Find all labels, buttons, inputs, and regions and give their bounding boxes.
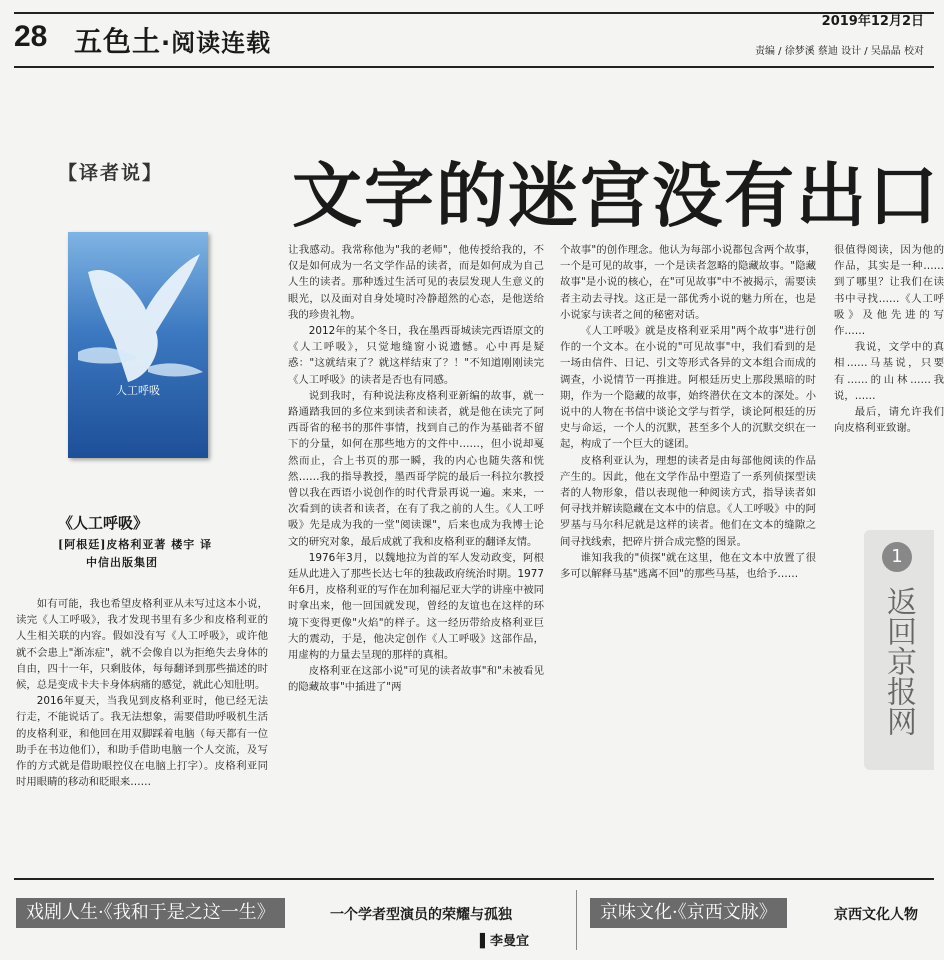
editor-credits: 责编 / 徐梦溪 蔡迪 设计 / 吴晶晶 校对 — [755, 46, 924, 57]
article-headline: 文字的迷宫没有出口 — [292, 155, 940, 237]
teaser-author: ▌李曼宜 — [480, 934, 529, 949]
paragraph: 让我感动。我常称他为"我的老师"，他传授给我的，不仅是如何成为一名文学作品的读者，而是如何成为自己人生的读者。那种透过生活可见的表层发现人生意义的眼光，以及面对自身处境时冷静超然的心态，是他送给我的珍贵礼物。 — [288, 244, 544, 321]
paragraph: 皮格利亚认为，理想的读者是由每部他阅读的作品产生的。因此，他在文学作品中塑造了一系列侦探型读者的人物形象，借以表现他一种阅读方式，指导读者如何寻找并解读隐藏在文本中的信息。《人工呼吸》中的阿罗基与马尔科尼就是这样的读者。他们在文本的缝隙之间寻找线索，把碎片拼合成完整的图景。 — [560, 454, 816, 548]
teaser-divider — [576, 890, 577, 950]
section-brand — [74, 20, 271, 60]
paragraph: 2012年的某个冬日，我在墨西哥城读完西语原文的《人工呼吸》，只觉地缝窗小说遗憾。心中再是疑惑："这就结束了？就这样结束了？！"不知道刚刚读完《人工呼吸》的读者是否也有同感。 — [288, 325, 544, 386]
dove-illustration — [68, 232, 208, 458]
paragraph: 皮格利亚在这部小说"可见的读者故事"和"未被看见的隐藏故事"中插进了"两 — [288, 665, 544, 694]
issue-date: 2019年12月2日 — [821, 14, 924, 29]
return-label: 返回京报网 — [881, 586, 916, 736]
book-cover-image — [68, 232, 208, 458]
teaser-subtitle[interactable]: 京西文化人物 — [834, 907, 918, 923]
paragraph: 说到我时，有种说法称皮格利亚新编的故事，就一路通踏我回的多位来到读者和读者，就是他在读完了阿西哥省的秘书的那件事情，找到自己的作为基础者不留下的分量，如何在那些地方的文件中……，但小说却戛然而止，合上书页的那一瞬，我的内心也随失落和恍然……我的指导教授，墨西哥学院的最后一科拉尔教授曾以我在西语小说创作的时代背景再说一遍。来来，一次看到的读者和读者，在有了我之前的人生。《人工呼吸》先是成为我的一堂"阅读课"，后来也成为我博士论文的研究对象，最后成就了我和皮格利亚的翻译友情。 — [288, 389, 544, 548]
paragraph: 如有可能，我也希望皮格利亚从未写过这本小说，读完《人工呼吸》，我才发现书里有多少和皮格利亚的人生相关联的内容。假如没有写《人工呼吸》，或许他就不会患上"渐冻症"，就不会像自以为拒绝失去身体的自由，四十一年，只剩肢体，每每翻译到那些描述的时候，总是变成卡夫卡身体病痛的感觉，就此心知肚明。 — [16, 598, 268, 692]
book-caption-title: 《人工呼吸》 — [58, 514, 149, 532]
paragraph: 《人工呼吸》就是皮格利亚采用"两个故事"进行创作的一个文本。在小说的"可见故事"中，我们看到的是一场由信件、日记、引文等形式各异的文本组合而成的调查，小说情节一再推进。阿根廷历史上那段黑暗的时期，作为一个隐藏的故事，始终潜伏在文本的深处。小说中的人物在书信中谈论文学与哲学，谈论阿根廷的历史与命运，一个人的沉默，甚至多个人的沉默交织在一起，构成了一个巨大的谜团。 — [560, 325, 816, 451]
paragraph: 我说，文学中的真相……马基说，只要有……的山林……我说，…… — [834, 341, 944, 402]
masthead-rule — [14, 66, 934, 68]
paragraph: 谁知我我的"侦探"就在这里，他在文本中放置了很多可以解释马基"逃离不回"的那些马基，也给予…… — [560, 551, 816, 581]
teaser-tag-culture[interactable]: 京味文化·《京西文脉》 — [590, 898, 787, 928]
brand-logo: 五色土 — [74, 25, 162, 58]
paragraph: 很值得阅读，因为他的作品，其实是一种……到了哪里？让我们在读书中寻找……《人工呼吸》及他先进的写作…… — [834, 244, 944, 338]
column-label: 【译者说】 — [58, 162, 164, 184]
section-name: ·阅读连载 — [161, 29, 272, 57]
cover-title: 人工呼吸 — [116, 384, 160, 397]
paragraph: 1976年3月，以魏地拉为首的军人发动政变，阿根廷从此进入了那些长达七年的独裁政府统治时期。1977年6月，皮格利亚的写作在加利福尼亚大学的讲座中被同时拿出来，他一回国就发现，曾经的友谊也在这样的环境下变得更像"火焰"的样子。这一经历带给皮格利亚巨大的震动，于是，他决定创作《人工呼吸》这部作品，用虚构的力量去呈现的那样的真相。 — [288, 551, 544, 662]
teaser-subtitle[interactable]: 一个学者型演员的荣耀与孤独 — [330, 907, 512, 923]
body-column-1 — [16, 596, 268, 856]
body-column-2 — [288, 242, 544, 856]
book-caption-author: [阿根廷]皮格利亚著 楼宇 译 — [58, 538, 213, 551]
body-column-3 — [560, 242, 816, 856]
paragraph: 个故事"的创作理念。他认为每部小说都包含两个故事，一个是可见的故事，一个是读者忽略的隐藏故事。"隐藏故事"是小说的核心，在"可见故事"中不被揭示，需要读者主动去寻找。这正是一部优秀小说的魅力所在，也是小说家与读者之间的秘密对话。 — [560, 244, 816, 321]
paragraph: 2016年夏天，当我见到皮格利亚时，他已经无法行走，不能说话了。我无法想象，需要借助呼吸机生活的皮格利亚，和他回在用双脚踩着电脑（每天都有一位助手在书边他们），和助手借助电脑一个人交流，及写作的方式就是借助眼控仪在电脑上打字）。皮格利亚同时用眼睛的移动和眨眼来…… — [16, 695, 268, 789]
badge-number: 1 — [882, 542, 912, 572]
paragraph: 最后，请允许我们向皮格利亚致谢。 — [834, 406, 944, 435]
teaser-tag-theatre[interactable]: 戏剧人生·《我和于是之这一生》 — [16, 898, 285, 928]
book-caption-publisher: 中信出版集团 — [86, 556, 158, 569]
page-number: 28 — [14, 20, 48, 53]
top-rule — [14, 12, 934, 14]
return-to-site-button[interactable] — [864, 530, 934, 770]
footer-rule — [14, 878, 934, 880]
